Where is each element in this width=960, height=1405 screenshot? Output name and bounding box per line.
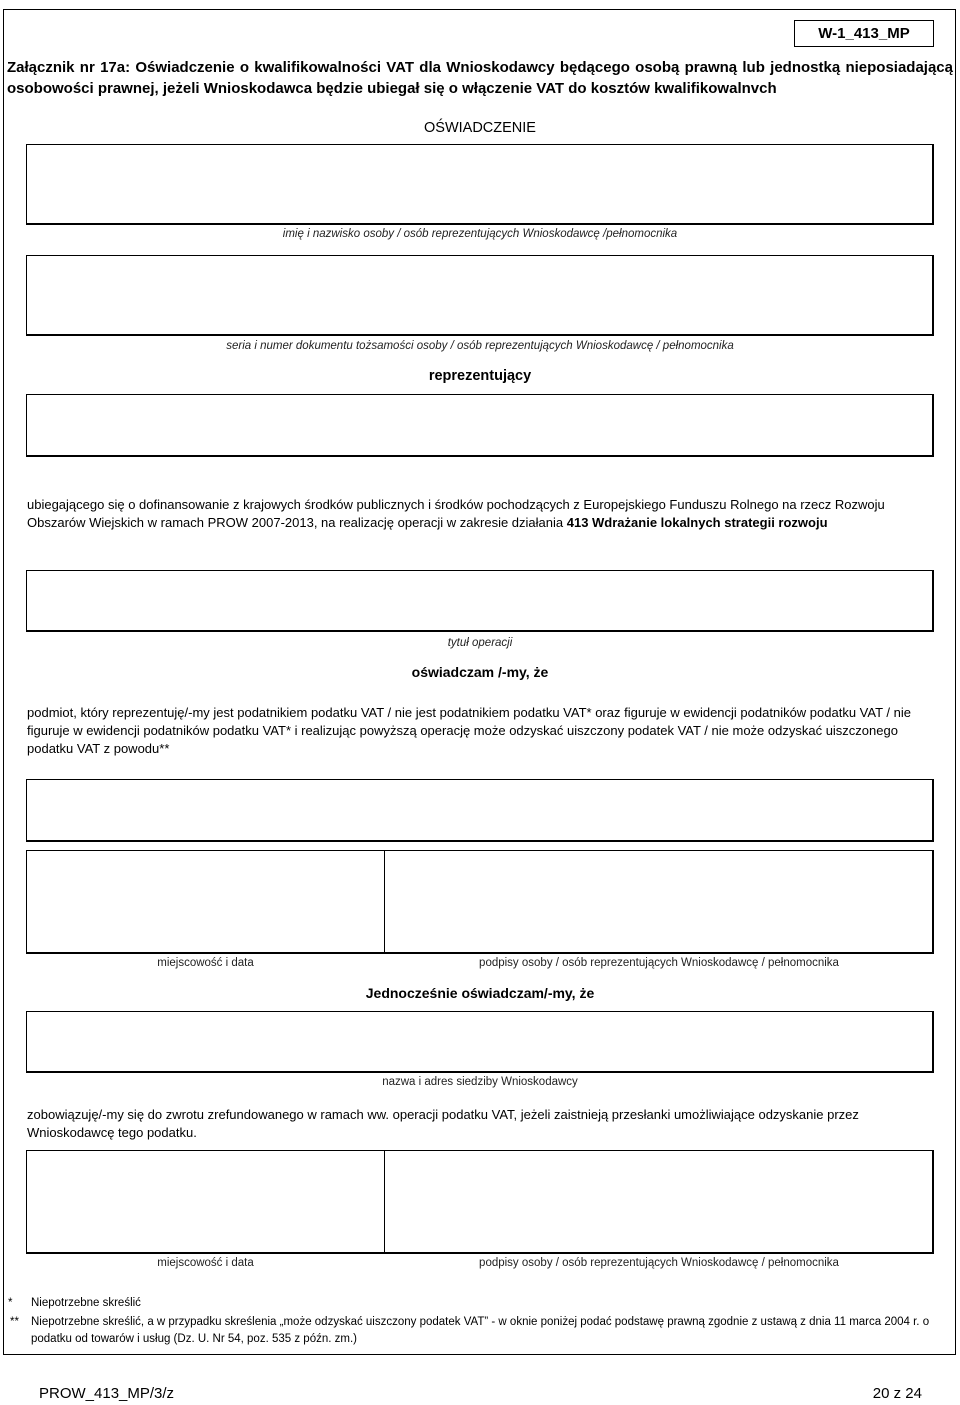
name-field-label: imię i nazwisko osoby / osób reprezentujących Wnioskodawcę /pełnomocnika: [282, 228, 678, 240]
footnote-2-mark: **: [10, 1316, 19, 1328]
footer-page-number: 20 z 24: [872, 1385, 922, 1402]
applicant-address-label: nazwa i adres siedziby Wnioskodawcy: [382, 1076, 578, 1088]
signatures-field-1[interactable]: [384, 850, 934, 954]
name-field[interactable]: [26, 144, 934, 225]
also-declare-heading: Jednocześnie oświadczam/-my, że: [365, 985, 595, 1001]
funding-paragraph: [27, 496, 932, 532]
operation-title-label: tytuł operacji: [447, 637, 513, 649]
represented-entity-field[interactable]: [26, 394, 934, 457]
id-document-field-label: seria i numer dokumentu tożsamości osoby / osób reprezentujących Wnioskodawcę / pełnomocnika: [226, 340, 734, 352]
declare-heading: oświadczam /-my, że: [411, 664, 549, 680]
place-date-label-2: miejscowość i data: [157, 1257, 254, 1269]
footer-document-id: PROW_413_MP/3/z: [39, 1385, 175, 1402]
footnote-2-text: Niepotrzebne skreślić, a w przypadku skreślenia „może odzyskać uiszczony podatek VAT” - w oknie poniżej podać podstawę prawną zgodnie z ustawą z dnia 11 marca 2004 r. o podatku od towarów i usług (Dz. U. Nr 54, poz. 535 z późn. zm.): [31, 1316, 930, 1345]
document-code: W-1_413_MP: [794, 20, 934, 47]
vat-reason-field[interactable]: [26, 779, 934, 842]
attachment-title: Załącznik nr 17a: Oświadczenie o kwalifikowalności VAT dla Wnioskodawcy będącego osobą prawną lub jednostką nieposiadającą osobowości prawnej, jeżeli Wnioskodawca będzie ubiegał się o włączenie VAT do kosztów kwalifikowalnvch: [7, 59, 953, 97]
signatures-field-2[interactable]: [384, 1150, 934, 1254]
refund-paragraph: zobowiązuję/-my się do zwrotu zrefundowanego w ramach ww. operacji podatku VAT, jeżeli zaistnieją przesłanki umożliwiające odzyskanie przez Wnioskodawcę tego podatku.: [27, 1107, 859, 1140]
vat-status-paragraph: podmiot, który reprezentuję/-my jest podatnikiem podatku VAT / nie jest podatnikiem podatku VAT* oraz figuruje w ewidencji podatników podatku VAT / nie figuruje w ewidencji podatników podatku VAT* i realizując powyższą operację może odzyskać uiszczony podatek VAT / nie może odzyskać uiszczonego podatku VAT z powodu**: [27, 705, 911, 756]
operation-title-field[interactable]: [26, 570, 934, 632]
signatures-label-2: podpisy osoby / osób reprezentujących Wnioskodawcę / pełnomocnika: [479, 1257, 839, 1269]
representing-heading: reprezentujący: [428, 368, 532, 384]
signatures-label-1: podpisy osoby / osób reprezentujących Wnioskodawcę / pełnomocnika: [479, 957, 839, 969]
funding-text: ubiegającego się o dofinansowanie z krajowych środków publicznych i środków pochodzących z Europejskiego Funduszu Rolnego na rzecz Rozwoju Obszarów Wiejskich w ramach PROW 2007-2013, na realizację operacji w zakresie działania: [27, 497, 885, 530]
statement-heading: OŚWIADCZENIE: [424, 120, 536, 136]
applicant-address-field[interactable]: [26, 1011, 934, 1073]
place-date-field-2[interactable]: [26, 1150, 385, 1254]
id-document-field[interactable]: [26, 255, 934, 336]
place-date-label-1: miejscowość i data: [157, 957, 254, 969]
funding-measure: 413 Wdrażanie lokalnych strategii rozwoju: [566, 515, 828, 530]
footnote-1-text: Niepotrzebne skreślić: [31, 1297, 141, 1309]
footnote-1-mark: *: [8, 1297, 13, 1309]
place-date-field-1[interactable]: [26, 850, 385, 954]
